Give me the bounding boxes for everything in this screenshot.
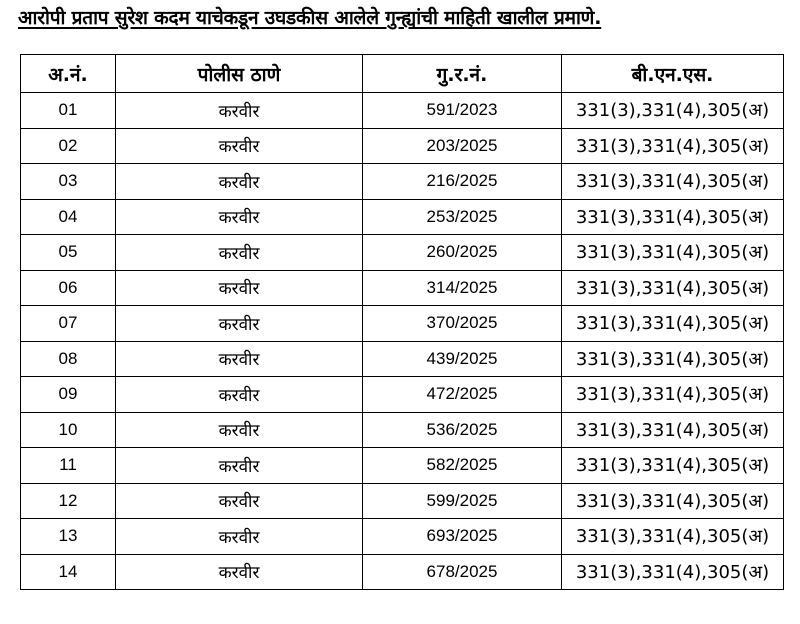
- cell-bns-sections: 331(3),331(4),305(अ): [562, 128, 784, 164]
- cell-police-station: करवीर: [116, 235, 363, 271]
- cell-serial-no: 12: [21, 483, 116, 519]
- cell-serial-no: 10: [21, 412, 116, 448]
- cell-crime-number: 260/2025: [363, 235, 562, 271]
- table-row: [21, 519, 784, 555]
- cell-serial-no: 08: [21, 341, 116, 377]
- cell-serial-no: 13: [21, 519, 116, 555]
- table-row: [21, 270, 784, 306]
- cell-crime-number: 591/2023: [363, 93, 562, 129]
- cell-police-station: करवीर: [116, 128, 363, 164]
- cell-police-station: करवीर: [116, 93, 363, 129]
- cell-serial-no: 04: [21, 199, 116, 235]
- cell-bns-sections: 331(3),331(4),305(अ): [562, 412, 784, 448]
- table-row: [21, 554, 784, 590]
- cases-table: [20, 54, 784, 590]
- cell-crime-number: 314/2025: [363, 270, 562, 306]
- cell-bns-sections: 331(3),331(4),305(अ): [562, 93, 784, 129]
- table-row: [21, 341, 784, 377]
- cell-serial-no: 01: [21, 93, 116, 129]
- table-header: [21, 55, 784, 93]
- cell-police-station: करवीर: [116, 199, 363, 235]
- cell-police-station: करवीर: [116, 377, 363, 413]
- cell-crime-number: 439/2025: [363, 341, 562, 377]
- cell-bns-sections: 331(3),331(4),305(अ): [562, 235, 784, 271]
- cell-crime-number: 216/2025: [363, 164, 562, 200]
- cell-police-station: करवीर: [116, 448, 363, 484]
- cell-police-station: करवीर: [116, 554, 363, 590]
- cell-bns-sections: 331(3),331(4),305(अ): [562, 483, 784, 519]
- cell-serial-no: 09: [21, 377, 116, 413]
- table-body: [21, 93, 784, 590]
- cell-serial-no: 06: [21, 270, 116, 306]
- cell-police-station: करवीर: [116, 412, 363, 448]
- table-row: [21, 448, 784, 484]
- header-row: [21, 55, 784, 93]
- cell-bns-sections: 331(3),331(4),305(अ): [562, 341, 784, 377]
- cell-crime-number: 253/2025: [363, 199, 562, 235]
- table-row: [21, 128, 784, 164]
- cell-bns-sections: 331(3),331(4),305(अ): [562, 270, 784, 306]
- cell-serial-no: 02: [21, 128, 116, 164]
- cell-crime-number: 472/2025: [363, 377, 562, 413]
- cell-police-station: करवीर: [116, 164, 363, 200]
- header-serial-no: अ.नं.: [21, 55, 116, 93]
- cell-serial-no: 03: [21, 164, 116, 200]
- table-row: [21, 377, 784, 413]
- cell-police-station: करवीर: [116, 341, 363, 377]
- cell-bns-sections: 331(3),331(4),305(अ): [562, 377, 784, 413]
- cell-police-station: करवीर: [116, 306, 363, 342]
- cell-bns-sections: 331(3),331(4),305(अ): [562, 519, 784, 555]
- cell-bns-sections: 331(3),331(4),305(अ): [562, 199, 784, 235]
- cell-serial-no: 11: [21, 448, 116, 484]
- document-title: आरोपी प्रताप सुरेश कदम याचेकडून उघडकीस आलेले गुन्ह्यांची माहिती खालील प्रमाणे.: [18, 7, 602, 29]
- header-bns-sections: बी.एन.एस.: [562, 55, 784, 93]
- cell-crime-number: 693/2025: [363, 519, 562, 555]
- cell-bns-sections: 331(3),331(4),305(अ): [562, 164, 784, 200]
- table-row: [21, 306, 784, 342]
- cell-police-station: करवीर: [116, 483, 363, 519]
- table-row: [21, 93, 784, 129]
- table-row: [21, 483, 784, 519]
- header-crime-number: गु.र.नं.: [363, 55, 562, 93]
- cell-bns-sections: 331(3),331(4),305(अ): [562, 306, 784, 342]
- cell-crime-number: 203/2025: [363, 128, 562, 164]
- cell-bns-sections: 331(3),331(4),305(अ): [562, 448, 784, 484]
- cell-crime-number: 582/2025: [363, 448, 562, 484]
- cell-bns-sections: 331(3),331(4),305(अ): [562, 554, 784, 590]
- table-row: [21, 199, 784, 235]
- table-row: [21, 164, 784, 200]
- cell-crime-number: 536/2025: [363, 412, 562, 448]
- cell-serial-no: 05: [21, 235, 116, 271]
- header-police-station: पोलीस ठाणे: [116, 55, 363, 93]
- cell-police-station: करवीर: [116, 519, 363, 555]
- cell-crime-number: 370/2025: [363, 306, 562, 342]
- cell-crime-number: 599/2025: [363, 483, 562, 519]
- cell-serial-no: 07: [21, 306, 116, 342]
- table-row: [21, 235, 784, 271]
- cell-serial-no: 14: [21, 554, 116, 590]
- cell-police-station: करवीर: [116, 270, 363, 306]
- table-row: [21, 412, 784, 448]
- cell-crime-number: 678/2025: [363, 554, 562, 590]
